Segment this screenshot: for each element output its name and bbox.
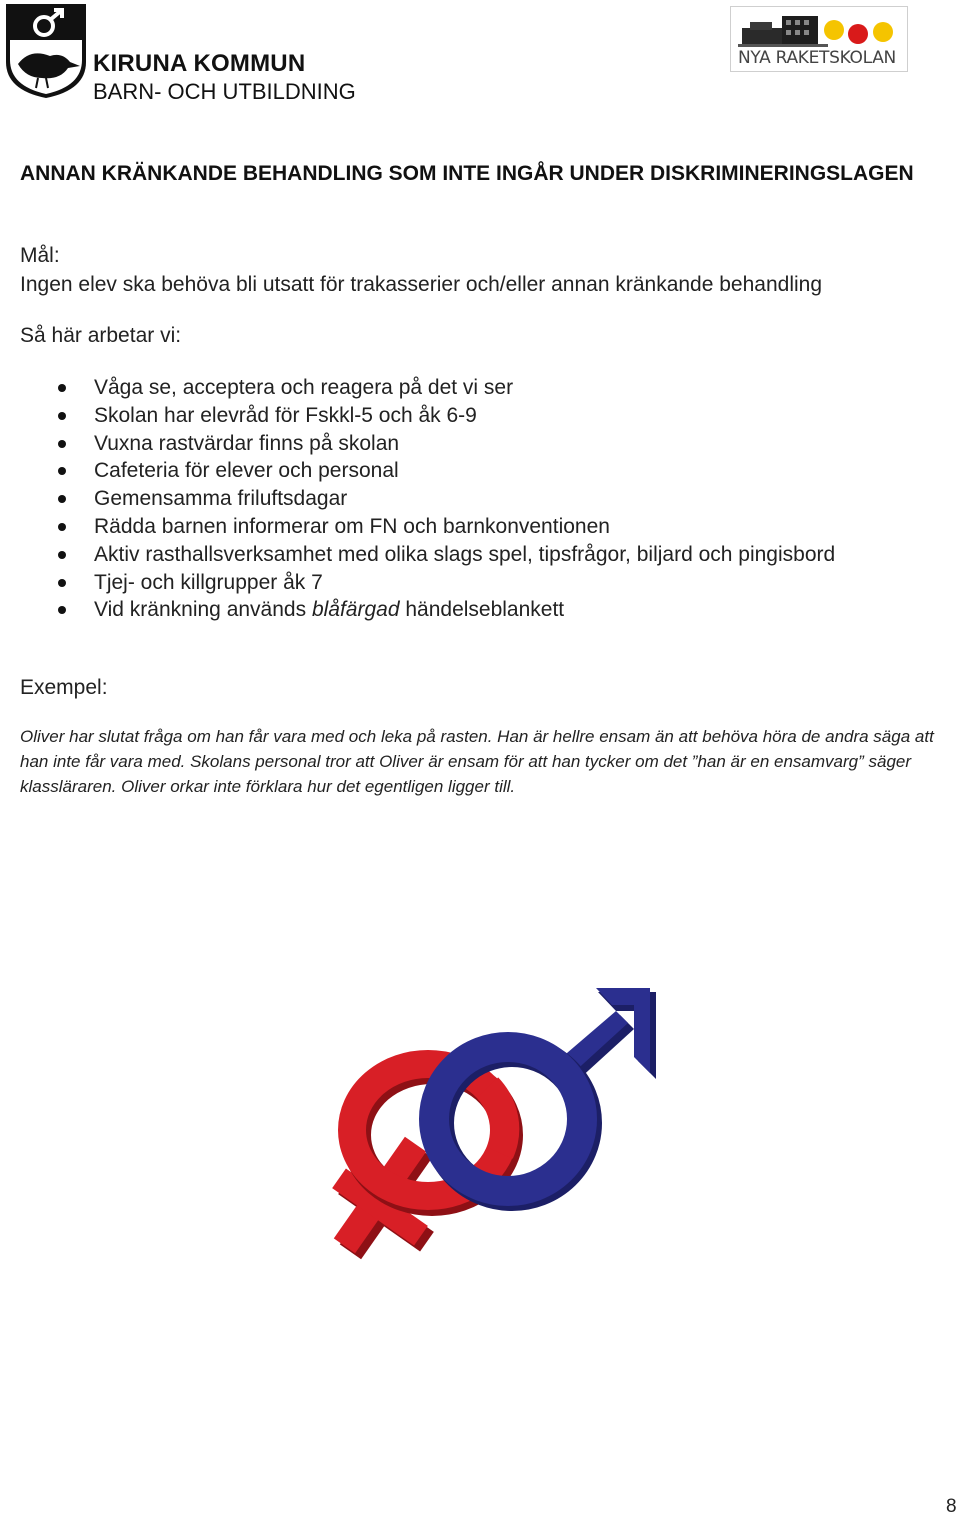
list-item: Vuxna rastvärdar finns på skolan	[0, 430, 835, 458]
approach-label: Så här arbetar vi:	[20, 324, 182, 347]
organization-name: KIRUNA KOMMUN	[93, 50, 306, 77]
list-item: Vid kränkning används blåfärgad händelseblankett	[0, 596, 835, 624]
list-item: Cafeteria för elever och personal	[0, 457, 835, 485]
kiruna-crest-icon	[4, 2, 88, 100]
department-name: BARN- OCH UTBILDNING	[93, 79, 356, 104]
list-item: Skolan har elevråd för Fskkl-5 och åk 6-9	[0, 402, 835, 430]
example-text: Oliver har slutat fråga om han får vara med och leka på rasten. Han är hellre ensam än att behöva höra de andra säga att han inte får vara med. Skolans personal tror att Oliver är ensam för att han tycker om det ”han är en ensamvarg” säger klassläraren. Oliver orkar inte förklara hur det egentligen ligger till.	[20, 727, 934, 796]
document-title: ANNAN KRÄNKANDE BEHANDLING SOM INTE INGÅR UNDER DISKRIMINERINGSLAGEN	[20, 162, 914, 185]
school-logo-text: NYA RAKETSKOLAN	[738, 48, 896, 68]
school-logo	[730, 6, 908, 72]
list-item: Aktiv rasthallsverksamhet med olika slags spel, tipsfrågor, biljard och pingisbord	[0, 541, 835, 569]
gender-symbols-icon	[320, 985, 665, 1285]
bullet-icon	[58, 606, 66, 614]
goal-label: Mål:	[20, 244, 60, 267]
list-item: Gemensamma friluftsdagar	[0, 485, 835, 513]
approach-list	[0, 374, 835, 624]
bullet-icon	[58, 495, 66, 503]
bullet-icon	[58, 440, 66, 448]
emphasis-text: blåfärgad	[311, 598, 400, 622]
bullet-icon	[58, 467, 66, 475]
list-item: Rädda barnen informerar om FN och barnkonventionen	[0, 513, 835, 541]
example-label: Exempel:	[20, 676, 108, 699]
bullet-icon	[58, 579, 66, 587]
list-item: Våga se, acceptera och reagera på det vi ser	[0, 374, 835, 402]
goal-text: Ingen elev ska behöva bli utsatt för trakasserier och/eller annan kränkande behandling	[20, 273, 823, 296]
bullet-icon	[58, 384, 66, 392]
list-item: Tjej- och killgrupper åk 7	[0, 569, 835, 597]
page-number: 8	[946, 1496, 957, 1517]
organization-block	[93, 50, 356, 106]
bullet-icon	[58, 551, 66, 559]
bullet-icon	[58, 523, 66, 531]
bullet-icon	[58, 412, 66, 420]
